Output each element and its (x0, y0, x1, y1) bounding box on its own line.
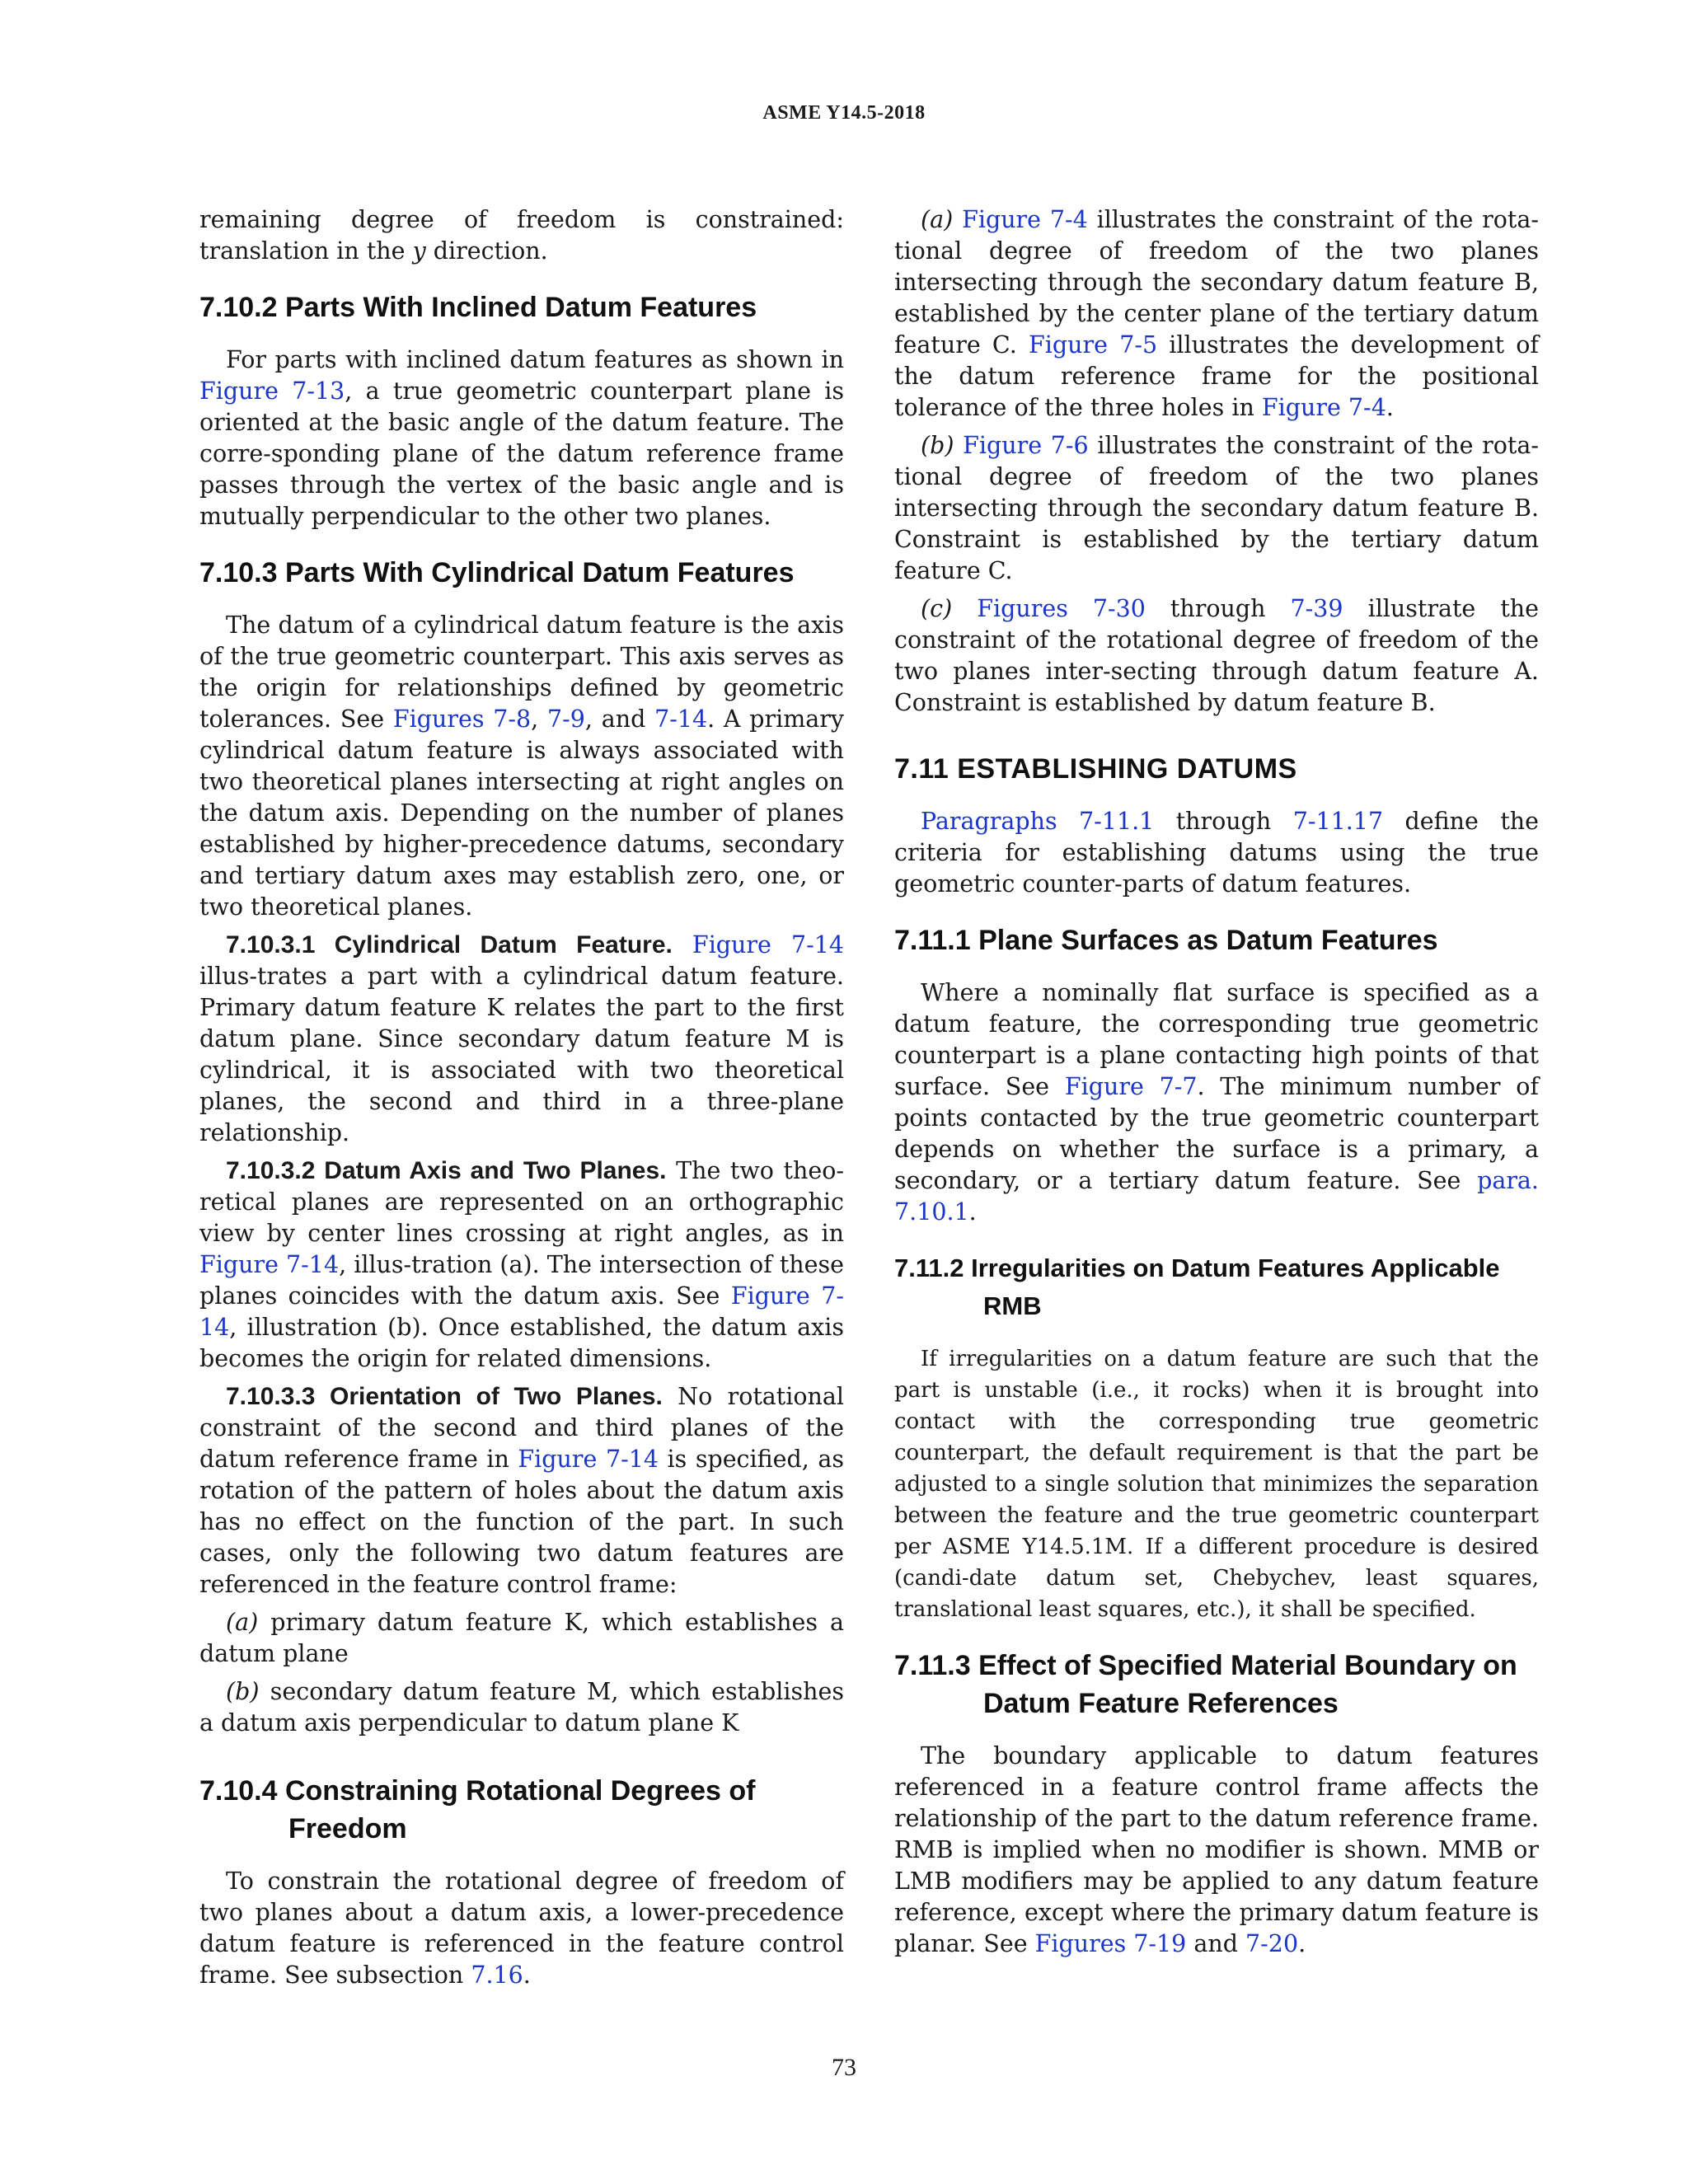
figure-link[interactable]: Figure 7-14 (692, 931, 844, 958)
figure-link[interactable]: Figure 7-4 (1261, 394, 1386, 421)
paragraph: 7.10.3.1 Cylindrical Datum Feature. Figure 7-14 illus-trates a part with a cylindrical datum feature. Primary datum feature K relates the part to the first datum plane. Since secondary datum feature M is cylindrical, it is associated with two theoretical planes, the second and third in a three-plane relationship. (199, 931, 844, 1146)
paragraph: For parts with inclined datum features as shown in Figure 7-13, a true geometric counterpart plane is oriented at the basic angle of the datum feature. The corre-sponding plane of the datum reference frame passes through the vertex of the basic angle and is mutually perpendicular to the other two planes. (199, 346, 844, 530)
figure-link[interactable]: 7-9 (546, 705, 585, 733)
figure-link[interactable]: Figure 7-13 (199, 377, 345, 405)
paragraph-link[interactable]: 7-11.17 (1292, 808, 1384, 835)
figure-link[interactable]: 7-39 (1290, 595, 1343, 622)
paragraph: The boundary applicable to datum features referenced in a feature control frame affects the relationship of the part to the datum reference frame. RMB is implied when no modifier is shown. MMB or LMB modifiers may be applied to any datum feature reference, except where the primary datum feature is planar. See Figures 7-19 and 7-20. (894, 1742, 1539, 1957)
subsection-heading-7-10-3-2: 7.10.3.2 Datum Axis and Two Planes. (226, 1157, 667, 1184)
figure-link[interactable]: Figure 7-14 (199, 1251, 340, 1278)
paragraph: 7.10.3.3 Orientation of Two Planes. No rotational constraint of the second and third planes of the datum reference frame in Figure 7-14 is specified, as rotation of the pattern of holes about the datum axis has no effect on the function of the part. In such cases, only the following two datum features are referenced in the feature control frame: (199, 1383, 844, 1598)
list-item: (b) secondary datum feature M, which establishes a datum axis perpendicular to datum plane K (199, 1678, 844, 1736)
subsection-link[interactable]: 7.16 (471, 1961, 523, 1989)
figure-link[interactable]: Figures 7-30 (977, 595, 1146, 622)
paragraph: 7.10.3.2 Datum Axis and Two Planes. The two theo-retical planes are represented on an orthographic view by center lines crossing at right angles, as in Figure 7-14, illus-tration (a). The intersection of these planes coincides with the datum axis. See Figure 7-14, illustration (b). Once established, the datum axis becomes the origin for related dimensions. (199, 1157, 844, 1372)
section-heading-7-10-3: 7.10.3 Parts With Cylindrical Datum Features (199, 557, 795, 588)
subsection-heading-7-10-3-3: 7.10.3.3 Orientation of Two Planes. (226, 1383, 663, 1410)
list-item: (b) Figure 7-6 illustrates the constraint of the rota-tional degree of freedom of the two planes intersecting through the secondary datum feature B. Constraint is established by the tertiary datum feature C. (894, 432, 1540, 584)
paragraph: To constrain the rotational degree of freedom of two planes about a datum axis, a lower-precedence datum feature is referenced in the feature control frame. See subsection 7.16. (199, 1868, 844, 1989)
paragraph: The datum of a cylindrical datum feature is the axis of the true geometric counterpart. This axis serves as the origin for relationships defined by geometric tolerances. See Figures 7-8, 7-9, and 7-14. A primary cylindrical datum feature is always associated with two theoretical planes intersecting at right angles on the datum axis. Depending on the number of planes established by higher-precedence datums, secondary and tertiary datum axes may establish zero, one, or two theoretical planes. (199, 612, 845, 921)
figure-link[interactable]: Figure 7-7 (1064, 1073, 1198, 1100)
section-heading-7-10-4: 7.10.4 Constraining Rotational Degrees of Freedom (199, 1775, 756, 1844)
paragraph: Where a nominally flat surface is specified as a datum feature, the corresponding true geometric counterpart is a plane contacting high points of that surface. See Figure 7-7. The minimum number of points contacted by the true geometric counterpart depends on whether the surface is a primary, a secondary, or a tertiary datum feature. See para. 7.10.1. (894, 979, 1539, 1226)
figure-link[interactable]: Figure 7-14 (199, 1282, 844, 1341)
paragraph-link[interactable]: para. 7.10.1 (894, 1167, 1539, 1226)
figure-link[interactable]: Figure 7-5 (1029, 331, 1158, 359)
figure-link[interactable]: Figure 7-14 (518, 1446, 659, 1473)
section-heading-7-11-2: 7.11.2 Irregularities on Datum Features Applicable RMB (894, 1254, 1500, 1320)
figure-link[interactable]: Figure 7-6 (963, 432, 1089, 459)
page-number: 73 (832, 2054, 856, 2081)
list-item: (c) Figures 7-30 through 7-39 illustrate the constraint of the rotational degree of freedom of the two planes inter-secting through datum feature A. Constraint is established by datum feature B. (894, 595, 1539, 716)
figure-link[interactable]: 7-14 (654, 705, 708, 733)
paragraph: remaining degree of freedom is constrained: translation in the y direction. (199, 206, 844, 265)
list-item: (a) primary datum feature K, which establishes a datum plane (199, 1609, 844, 1667)
figure-link[interactable]: 7-20 (1245, 1930, 1299, 1957)
list-item: (a) Figure 7-4 illustrates the constraint of the rota-tional degree of freedom of the two planes intersecting through the secondary datum feature B, established by the center plane of the tertiary datum feature C. Figure 7-5 illustrates the development of the datum reference frame for the positional tolerance of the three holes in Figure 7-4. (894, 206, 1540, 421)
figure-link[interactable]: Figures 7-8 (392, 705, 532, 733)
paragraph-link[interactable]: Paragraphs 7-11.1 (921, 808, 1155, 835)
left-column (199, 204, 844, 1998)
section-heading-7-11-1: 7.11.1 Plane Surfaces as Datum Features (894, 925, 1438, 956)
paragraph: Paragraphs 7-11.1 through 7-11.17 define the criteria for establishing datums using the true geometric counter-parts of datum features. (894, 808, 1539, 898)
section-heading-7-11: 7.11 ESTABLISHING DATUMS (894, 753, 1297, 785)
figure-link[interactable]: Figure 7-4 (962, 206, 1088, 233)
subsection-heading-7-10-3-1: 7.10.3.1 Cylindrical Datum Feature. (226, 931, 673, 958)
section-heading-7-10-2: 7.10.2 Parts With Inclined Datum Features (199, 292, 757, 323)
right-column (894, 204, 1539, 1966)
figure-link[interactable]: Figures 7-19 (1034, 1930, 1187, 1957)
running-header: ASME Y14.5-2018 (762, 102, 926, 124)
section-heading-7-11-3: 7.11.3 Effect of Specified Material Boundary on Datum Feature References (894, 1650, 1517, 1719)
paragraph: If irregularities on a datum feature are such that the part is unstable (i.e., it rocks) when it is brought into contact with the corresponding true geometric counterpart, the default requirement is that the part be adjusted to a single solution that minimizes the separation between the feature and the true geometric counterpart per ASME Y14.5.1M. If a different procedure is desired (candi-date datum set, Chebychev, least squares, translational least squares, etc.), it shall be specified. (894, 1347, 1539, 1622)
